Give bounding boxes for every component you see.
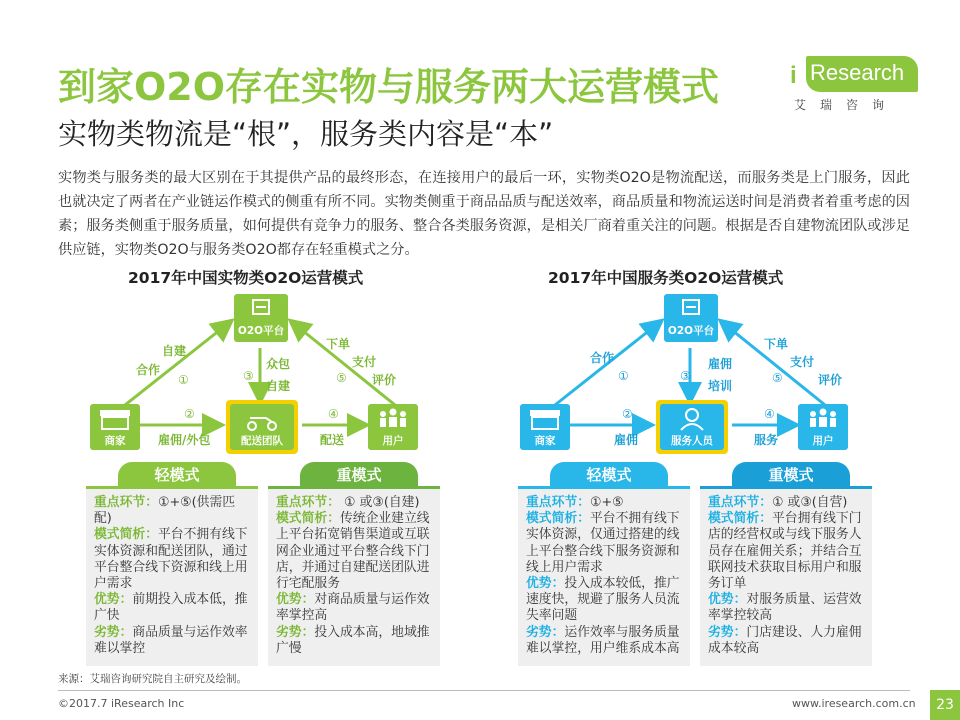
left-diagram xyxy=(70,290,470,460)
label-review: 评价 xyxy=(818,373,843,387)
label-n3: ③ xyxy=(243,369,254,383)
node-user-label: 用户 xyxy=(812,435,834,447)
label-n1: ① xyxy=(618,369,629,383)
node-platform-label: O2O平台 xyxy=(237,325,285,337)
label-pay: 支付 xyxy=(790,355,815,369)
logo-i: i xyxy=(790,62,797,89)
label-order: 下单 xyxy=(326,337,351,351)
card-row: 优势：对服务质量、运营效率掌控较高 xyxy=(708,592,862,624)
node-staff-label: 服务人员 xyxy=(671,435,713,447)
right-heavy-tab: 重模式 xyxy=(732,462,850,492)
card-row: 模式简析：平台不拥有线下实体资源，仅通过搭建的线上平台整合线下服务资源和线上用户需求 xyxy=(526,511,680,575)
card-row: 重点环节：① 或③(自营) xyxy=(708,495,848,510)
card-row: 劣势：门店建设、人力雇佣成本较高 xyxy=(708,624,862,656)
left-light-card xyxy=(86,486,258,666)
logo-badge xyxy=(806,56,918,92)
label-n4: ④ xyxy=(764,407,775,421)
right-diagram xyxy=(500,290,900,460)
label-n1: ① xyxy=(178,373,189,387)
label-n2: ② xyxy=(622,407,633,421)
logo-text: Research xyxy=(810,60,905,85)
iresearch-logo xyxy=(790,56,920,116)
label-hire-bottom: 雇佣 xyxy=(614,433,639,447)
right-panel-title: 2017年中国服务类O2O运营模式 xyxy=(548,269,784,287)
left-light-tab: 轻模式 xyxy=(118,462,236,492)
copyright: ©2017.7 iResearch Inc xyxy=(58,697,185,710)
card-row: 优势：投入成本较低，推广速度快，规避了服务人员流失率问题 xyxy=(526,576,680,624)
label-deliver: 配送 xyxy=(320,433,345,447)
edge-user-platform xyxy=(292,322,395,405)
label-service: 服务 xyxy=(754,433,779,447)
label-n2: ② xyxy=(184,407,195,421)
card-row: 模式简析：平台拥有线下门店的经营权或与线下服务人员存在雇佣关系；并结合互联网技术获取目标用户和服务订单 xyxy=(708,511,862,592)
label-train: 培训 xyxy=(708,379,733,393)
page-title: 到家O2O存在实物与服务两大运营模式 xyxy=(58,65,720,109)
footer-divider xyxy=(58,690,910,691)
left-heavy-tab: 重模式 xyxy=(300,462,418,492)
node-delivery-label: 配送团队 xyxy=(241,435,283,447)
right-heavy-card xyxy=(700,486,872,666)
card-row: 重点环节：①+⑤(供需匹配) xyxy=(94,495,236,527)
label-self-build: 自建 xyxy=(162,344,187,358)
label-hire: 雇佣 xyxy=(708,357,733,371)
node-user-label: 用户 xyxy=(382,435,404,447)
right-light-card xyxy=(518,486,690,666)
left-panel-title: 2017年中国实物类O2O运营模式 xyxy=(128,269,364,287)
label-hire-outsource: 雇佣/外包 xyxy=(158,433,211,447)
label-cooperate: 合作 xyxy=(136,363,161,377)
node-platform-label: O2O平台 xyxy=(667,325,715,337)
label-crowd: 众包 xyxy=(266,357,291,371)
node-merchant-label: 商家 xyxy=(104,435,126,447)
card-row: 模式简析：平台不拥有线下实体资源和配送团队，通过平台整合线下资源和线上用户需求 xyxy=(94,527,248,592)
label-cooperate: 合作 xyxy=(590,351,615,365)
card-row: 劣势：运作效率与服务质量难以掌控，用户维系成本高 xyxy=(526,624,680,656)
label-n5: ⑤ xyxy=(336,371,347,385)
label-n4: ④ xyxy=(328,407,339,421)
website-url: www.iresearch.com.cn xyxy=(792,697,916,710)
right-light-tab: 轻模式 xyxy=(550,462,668,492)
page-number: 23 xyxy=(930,690,960,720)
label-n3: ③ xyxy=(680,369,691,383)
card-row: 模式简析：传统企业建立线上平台拓宽销售渠道或互联网企业通过平台整合线下门店，并通过自建配送团队进行宅配服务 xyxy=(276,511,430,592)
left-heavy-card xyxy=(268,486,440,666)
card-row: 优势：前期投入成本低，推广快 xyxy=(94,592,248,624)
node-merchant-label: 商家 xyxy=(534,435,556,447)
source-note: 来源：艾瑞咨询研究院自主研究及绘制。 xyxy=(58,673,247,685)
label-review: 评价 xyxy=(372,373,397,387)
label-pay: 支付 xyxy=(352,355,377,369)
intro-paragraph: 实物类与服务类的最大区别在于其提供产品的最终形态，在连接用户的最后一环，实物类O2O是物流配送，而服务类是上门服务，因此也就决定了两者在产业链运作模式的侧重有所不同。实物类侧重于商品品质与配送效率，商品质量和物流运送时间是消费者着重考虑的因素；服务类侧重于服务质量，如何提供有竞争力的服务、整合各类服务资源，是相关厂商着重关注的问题。根据是否自建物流团队或涉足供应链，实物类O2O与服务类O2O都存在轻重模式之分。 xyxy=(58,170,910,258)
label-order: 下单 xyxy=(764,337,789,351)
label-self-build-2: 自建 xyxy=(266,379,291,393)
page-subtitle: 实物类物流是“根”，服务类内容是“本” xyxy=(58,117,554,151)
card-row: 重点环节：①+⑤ xyxy=(526,495,624,510)
label-n5: ⑤ xyxy=(772,371,783,385)
card-row: 优势：对商品质量与运作效率掌控高 xyxy=(276,592,430,624)
card-row: 劣势：投入成本高，地域推广慢 xyxy=(276,624,430,656)
card-row: 重点环节： ① 或③(自建) xyxy=(276,495,420,510)
card-row: 劣势：商品质量与运作效率难以掌控 xyxy=(94,624,248,656)
logo-chinese: 艾瑞咨询 xyxy=(794,98,899,112)
